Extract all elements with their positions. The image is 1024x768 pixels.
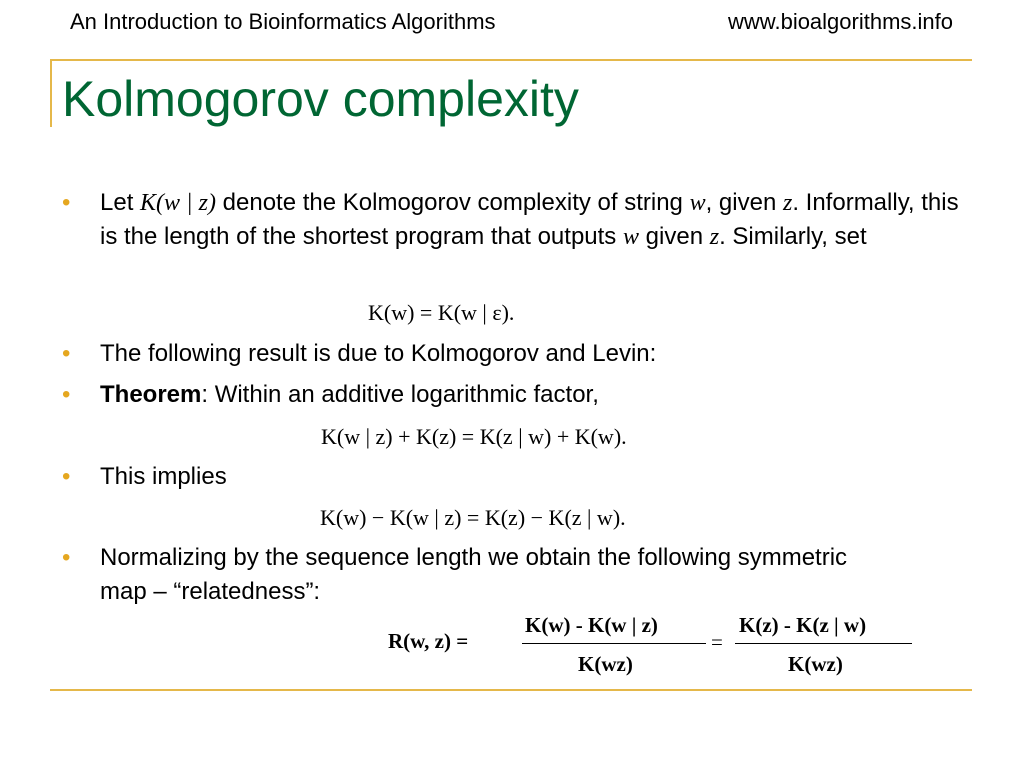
bullet-1-let: Let	[100, 189, 134, 216]
theorem-text: : Within an additive logarithmic factor,	[201, 381, 599, 408]
relatedness-numerator-1: K(w) - K(w | z)	[525, 613, 658, 637]
bullet-1-similarly: . Similarly, set	[719, 223, 867, 250]
bottom-divider	[50, 689, 972, 691]
left-accent-divider	[50, 59, 52, 127]
bullet-theorem	[100, 378, 980, 412]
slide-title: Kolmogorov complexity	[62, 71, 579, 127]
bullet-1-w2: w	[622, 224, 639, 250]
theorem-label: Theorem	[100, 381, 202, 408]
equation-theorem: K(w | z) + K(z) = K(z | w) + K(w).	[321, 424, 627, 449]
bullet-1-w: w	[689, 190, 706, 216]
relatedness-denominator-2: K(wz)	[788, 652, 843, 676]
equation-k-w-epsilon: K(w) = K(w | ε).	[368, 300, 515, 325]
relatedness-numerator-2: K(z) - K(z | w)	[739, 613, 867, 637]
bullet-1-z: z	[782, 190, 793, 216]
bullet-1-kwz: K(w | z)	[140, 190, 216, 216]
bullet-1-z2: z	[709, 224, 720, 250]
bullet-1-denote: denote the Kolmogorov complexity of string	[222, 189, 683, 216]
header-website: www.bioalgorithms.info	[728, 9, 953, 34]
bullet-1-given2: given	[645, 223, 704, 250]
relatedness-equals: =	[711, 630, 723, 654]
fraction-bar-1	[522, 643, 706, 644]
bullet-1-informally: . Informally, this is the length of the shortest program that outputs	[100, 189, 959, 250]
equation-implication: K(w) − K(w | z) = K(z) − K(z | w).	[320, 505, 626, 530]
bullet-normalizing: • Normalizing by the sequence length we obtain the following symmetric map – “relatedness”:	[100, 541, 880, 609]
relatedness-lhs: R(w, z) =	[388, 629, 469, 653]
header-book-title: An Introduction to Bioinformatics Algorithms	[70, 9, 496, 34]
bullet-this-implies: • This implies	[100, 460, 980, 494]
top-divider	[50, 59, 972, 61]
bullet-1-given: , given	[705, 189, 777, 216]
bullet-definition	[100, 186, 980, 254]
fraction-bar-2	[735, 643, 912, 644]
relatedness-denominator-1: K(wz)	[578, 652, 633, 676]
bullet-kolmogorov-levin: • The following result is due to Kolmogorov and Levin:	[100, 337, 980, 371]
